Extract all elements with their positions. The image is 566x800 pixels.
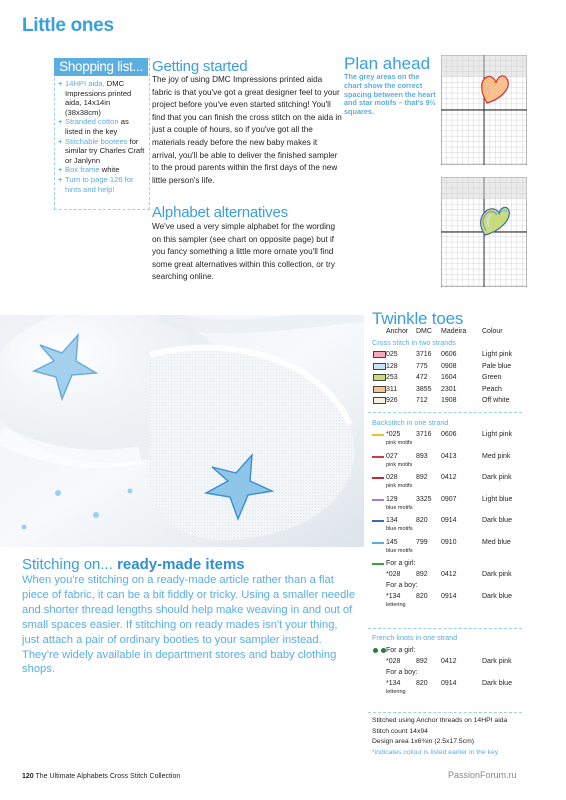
key-cell-dmc: 892 <box>416 474 428 481</box>
key-cell-colour: Peach <box>482 385 502 393</box>
key-cell-dmc: 3716 <box>416 431 432 438</box>
key-column-headers: Anchor DMC Madeira Colour <box>386 328 503 335</box>
key-footnote: Stitched using Anchor threads on 14HPI aida Stitch count 14x94 Design area 1x6¾in (2.5x17.5cm) *indicates colour is listed earlier in the key <box>372 717 508 756</box>
cross-stitch-row <box>386 395 522 406</box>
key-cell-dmc: 799 <box>416 538 428 546</box>
key-cell-anchor: *028 <box>386 571 401 578</box>
thread-line-sample <box>372 456 384 458</box>
cross-stitch-row <box>386 361 522 372</box>
for-girl-label: For a girl: <box>386 647 416 654</box>
key-cell-madeira: 0914 <box>441 680 457 687</box>
key-cell-anchor: 311 <box>386 385 398 393</box>
key-divider <box>368 628 522 629</box>
key-cell-madeira: 1604 <box>441 374 457 381</box>
key-title: Twinkle toes <box>372 309 464 328</box>
backstitch-row <box>386 569 522 580</box>
bootees-photo <box>0 315 364 547</box>
key-cell-anchor: *134 <box>386 593 401 600</box>
key-cell-dmc: 472 <box>416 374 428 381</box>
row-note: blue motifs <box>386 526 413 532</box>
heart-chart-grid <box>441 55 527 165</box>
shopping-item: + Box frame white <box>58 165 146 175</box>
key-cell-colour: Med pink <box>482 452 511 460</box>
backstitch-row <box>386 537 522 548</box>
backstitch-row <box>386 472 522 483</box>
key-cell-dmc: 820 <box>416 680 428 687</box>
backstitch-row <box>386 591 522 602</box>
stitching-heading: Stitching on... ready-made items <box>22 556 245 573</box>
getting-started-heading: Getting started <box>152 58 248 75</box>
colour-swatch <box>373 363 386 370</box>
thread-line-sample <box>372 434 384 436</box>
watermark: PassionForum.ru <box>448 770 517 780</box>
thread-line-sample <box>372 477 384 479</box>
key-cell-anchor: 926 <box>386 397 398 404</box>
row-note: lettering <box>386 689 406 695</box>
backstitch-row <box>386 429 522 440</box>
key-cell-colour: Pale blue <box>482 362 512 370</box>
key-cell-dmc: 775 <box>416 362 428 370</box>
key-cell-colour: Dark blue <box>482 517 512 524</box>
star-chart-grid <box>441 177 527 287</box>
cross-stitch-row <box>386 372 522 383</box>
alphabet-body: We've used a very simple alphabet for the wording on this sampler (see chart on opposite page) but if you fancy something a little more ornate you'll find some great alternatives within this collection, or try searching online. <box>152 222 335 282</box>
stitching-body: When you're stitching on a ready-made article rather than a flat piece of fabric, it can be a bit fiddly or tricky. Using a smaller needle and shorter thread lengths should help make weaving in and out of small spaces easier. If stitching on ready mades isn't your thing, just attach a pair of ordinary booties to your sampler instead. They're widely available in department stores and baby clothing shops. <box>22 574 356 676</box>
key-cell-madeira: 0907 <box>441 495 457 503</box>
shopping-list-title: Shopping list... <box>54 58 148 76</box>
key-cell-madeira: 0910 <box>441 538 457 546</box>
for-boy-label: For a boy: <box>386 669 418 676</box>
thread-line-sample <box>372 520 384 522</box>
key-cell-colour: Dark pink <box>482 658 512 665</box>
key-cell-anchor: 028 <box>386 474 398 481</box>
shopping-item: + 14HPI aida, DMC Impressions printed aida, 14x14in (38x38cm) <box>58 79 146 117</box>
colour-swatch <box>373 397 386 404</box>
key-cell-colour: Green <box>482 374 502 381</box>
thread-line-sample <box>372 542 384 544</box>
key-cell-dmc: 893 <box>416 452 428 460</box>
key-cell-colour: Light pink <box>482 431 512 438</box>
key-cell-anchor: 129 <box>386 495 398 503</box>
key-cell-anchor: 134 <box>386 517 398 524</box>
key-divider <box>368 712 522 713</box>
backstitch-row <box>386 515 522 526</box>
row-note: pink motifs <box>386 440 413 446</box>
key-cell-colour: Dark blue <box>482 680 512 687</box>
key-cell-madeira: 0412 <box>441 658 457 665</box>
key-cell-anchor: 253 <box>386 374 398 381</box>
row-note: pink motifs <box>386 483 413 489</box>
key-cell-colour: Off white <box>482 397 510 404</box>
thread-line-sample <box>372 563 384 565</box>
shopping-list <box>58 79 146 194</box>
key-cell-dmc: 892 <box>416 571 428 578</box>
key-cell-madeira: 0412 <box>441 474 457 481</box>
key-cell-anchor: 145 <box>386 538 398 546</box>
key-cell-madeira: 0914 <box>441 517 457 524</box>
thread-line-sample <box>372 499 384 501</box>
row-note: lettering <box>386 602 406 608</box>
getting-started-body: The joy of using DMC Impressions printed aida fabric is that you've got a great designer feel to your project before you've even started stitching! You'll find that you can finish the cross stitch on the aida in just a couple of hours, so if you've got all the materials ready before the new baby makes it arrival, you'll be able to deliver the finished sampler to the proud parents within the first days of the new little person's life. <box>152 75 342 185</box>
key-cell-madeira: 0413 <box>441 452 457 460</box>
backstitch-label: Backstitch in one strand <box>372 418 449 427</box>
key-cell-dmc: 3325 <box>416 495 432 503</box>
alphabet-heading: Alphabet alternatives <box>152 204 288 221</box>
backstitch-row <box>386 451 522 462</box>
colour-swatch <box>373 374 386 381</box>
key-divider <box>368 412 522 413</box>
key-cell-dmc: 820 <box>416 517 428 524</box>
key-cell-madeira: 0606 <box>441 431 457 438</box>
backstitch-row <box>386 494 522 505</box>
shopping-item: + Turn to page 126 for hints and help! <box>58 175 146 194</box>
key-cell-dmc: 712 <box>416 397 428 404</box>
key-cell-madeira: 0606 <box>441 351 457 358</box>
key-cell-anchor: 128 <box>386 362 398 370</box>
key-cell-madeira: 2301 <box>441 385 457 393</box>
key-cell-colour: Med blue <box>482 538 511 546</box>
colour-swatch <box>373 386 386 393</box>
cross-stitch-row <box>386 349 522 360</box>
key-cell-colour: Dark pink <box>482 571 512 578</box>
key-cell-madeira: 0908 <box>441 362 457 370</box>
key-cell-madeira: 0412 <box>441 571 457 578</box>
plan-ahead-body: The grey areas on the chart show the correct spacing between the heart and star motifs – that's 9½ squares. <box>344 72 436 117</box>
for-boy-label: For a boy: <box>386 582 418 589</box>
key-cell-colour: Dark pink <box>482 474 512 481</box>
cross-stitch-label: Cross stitch in two strands <box>372 338 456 347</box>
key-cell-dmc: 3716 <box>416 351 432 358</box>
french-knot-row <box>386 656 522 667</box>
key-cell-colour: Light pink <box>482 351 512 358</box>
for-girl-label: For a girl: <box>386 560 416 567</box>
section-title: Little ones <box>22 15 114 36</box>
row-note: blue motifs <box>386 547 413 554</box>
key-cell-madeira: 0914 <box>441 593 457 600</box>
page-footer: 120 The Ultimate Alphabets Cross Stitch Collection <box>22 773 181 780</box>
row-note: blue motifs <box>386 504 413 511</box>
key-cell-anchor: *025 <box>386 431 401 438</box>
french-knot-dot <box>373 648 378 653</box>
key-cell-colour: Dark blue <box>482 593 512 600</box>
french-knots-label: French knots in one strand <box>372 633 458 642</box>
french-knot-row <box>386 678 522 689</box>
cross-stitch-row <box>386 384 522 395</box>
key-cell-madeira: 1908 <box>441 397 457 404</box>
row-note: pink motifs <box>386 461 413 468</box>
key-cell-dmc: 820 <box>416 593 428 600</box>
colour-swatch <box>373 351 386 358</box>
key-cell-anchor: 027 <box>386 452 398 460</box>
key-cell-anchor: *028 <box>386 658 401 665</box>
key-cell-dmc: 892 <box>416 658 428 665</box>
key-cell-dmc: 3855 <box>416 385 432 393</box>
plan-ahead-heading: Plan ahead <box>344 54 431 73</box>
key-cell-anchor: 025 <box>386 351 398 358</box>
shopping-item: + Stranded cotton as listed in the key <box>58 117 146 136</box>
shopping-item: + Stitchable bootees for similar try Charles Craft or Janlynn <box>58 137 146 166</box>
key-cell-anchor: *134 <box>386 680 401 687</box>
key-cell-colour: Light blue <box>482 495 513 503</box>
